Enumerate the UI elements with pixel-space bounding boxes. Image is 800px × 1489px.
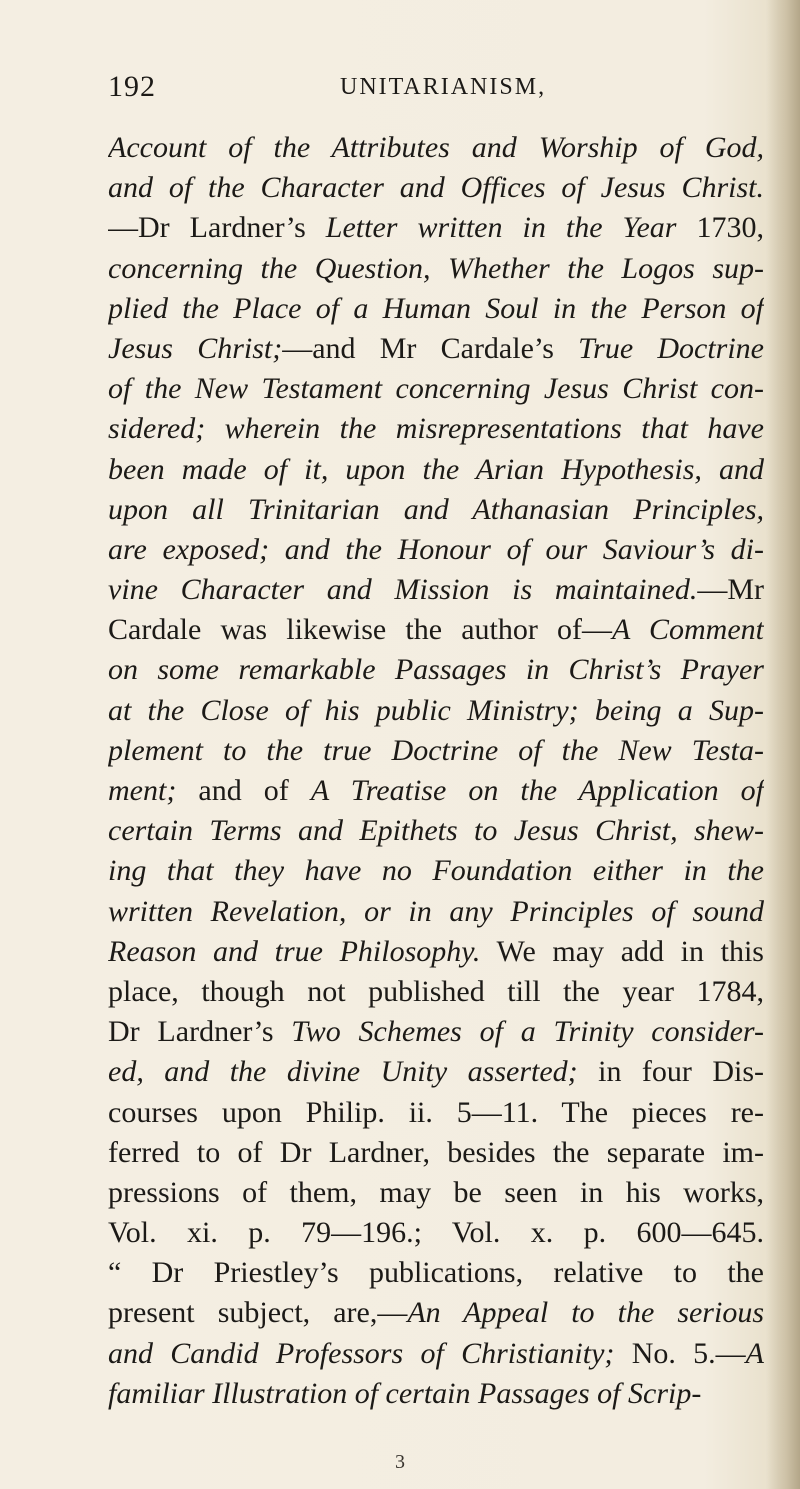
italic-text: are exposed; and the Honour of our Saviour’s di- [108, 532, 764, 566]
text-line [108, 1133, 764, 1173]
text-line [108, 691, 764, 731]
text-line [108, 409, 764, 449]
text-line [108, 851, 764, 891]
roman-text: —Mr [697, 573, 764, 607]
signature-mark: 3 [395, 1451, 405, 1473]
text-line [108, 249, 764, 289]
roman-text: We may add in this [480, 934, 764, 968]
italic-text: A Comment [612, 613, 764, 647]
italic-text: ment; [108, 774, 177, 807]
roman-text: pressions of them, may be seen in his works, [108, 1175, 764, 1209]
italic-text: written Revelation, or in any Principles of sound [108, 894, 764, 928]
roman-text: No. 5.— [614, 1336, 746, 1370]
italic-text: been made of it, upon the Arian Hypothesis, and [108, 452, 764, 486]
text-line [108, 208, 764, 248]
text-line [108, 1213, 764, 1253]
text-line [108, 1374, 764, 1414]
text-line [108, 731, 764, 771]
roman-text: present subject, are,— [108, 1296, 408, 1330]
roman-text: in four Dis- [577, 1055, 764, 1089]
text-line [108, 570, 764, 610]
text-line [108, 128, 764, 168]
italic-text: True Doctrine [578, 331, 764, 365]
page-header [108, 70, 730, 110]
text-line [108, 1052, 764, 1092]
text-line [108, 650, 764, 690]
italic-text: ing that they have no Foundation either in the [108, 854, 764, 888]
roman-text: ferred to of Dr Lardner, besides the separate im- [108, 1135, 764, 1169]
roman-text: Cardale was likewise the author of— [108, 613, 613, 647]
italic-text: certain Terms and Epithets to Jesus Christ, shew- [108, 814, 764, 848]
text-line [108, 610, 764, 650]
text-line [108, 369, 764, 409]
italic-text: An Appeal to the serious [407, 1296, 764, 1330]
roman-text: place, though not published till the year 1784, [108, 974, 764, 1008]
text-line [108, 892, 764, 932]
text-line [108, 972, 764, 1012]
italic-text: Account of the Attributes and Worship of God, [108, 131, 764, 164]
text-line [108, 1012, 764, 1052]
italic-text: ed, and the divine Unity asserted; [108, 1055, 578, 1089]
roman-text: —and Mr Cardale’s [282, 331, 579, 365]
text-line [108, 329, 764, 369]
text-line [108, 932, 764, 972]
italic-text: Letter written in the Year [325, 211, 677, 245]
text-line [108, 450, 764, 490]
text-line [108, 168, 764, 208]
italic-text: Jesus Christ; [108, 331, 283, 365]
text-line [108, 1093, 764, 1133]
body-text [108, 128, 764, 1414]
text-line [108, 530, 764, 570]
italic-text: plied the Place of a Human Soul in the Person of [108, 291, 764, 325]
text-line [108, 289, 764, 329]
roman-text: 1730, [676, 211, 764, 245]
italic-text: on some remarkable Passages in Christ’s Prayer [108, 653, 764, 687]
italic-text: of the New Testament concerning Jesus Christ con- [108, 372, 764, 406]
text-line [108, 490, 764, 530]
italic-text: concerning the Question, Whether the Logos sup- [108, 251, 764, 285]
italic-text: familiar Illustration of certain Passages of Scrip- [108, 1376, 702, 1410]
italic-text: upon all Trinitarian and Athanasian Principles, [108, 492, 764, 526]
italic-text: Two Schemes of a Trinity consider- [291, 1015, 764, 1049]
italic-text: and of the Character and Offices of Jesus Christ. [108, 171, 764, 205]
text-line [108, 771, 764, 811]
text-line [108, 1173, 764, 1213]
italic-text: Reason and true Philosophy. [108, 934, 481, 968]
page-edge-shadow [766, 0, 800, 1489]
roman-text: and of [176, 774, 311, 807]
page-number: 192 [108, 70, 156, 103]
italic-text: A Treatise on the Application of [310, 774, 764, 807]
text-line [108, 1334, 764, 1374]
italic-text: A [745, 1336, 764, 1370]
text-line [108, 1253, 764, 1293]
roman-text: Dr Lardner’s [108, 1015, 292, 1049]
italic-text: at the Close of his public Ministry; being a Sup- [108, 693, 764, 727]
roman-text: —Dr Lardner’s [108, 211, 326, 245]
roman-text: courses upon Philip. ii. 5—11. The pieces re- [108, 1095, 764, 1129]
text-line [108, 811, 764, 851]
running-head: UNITARIANISM, [340, 74, 547, 100]
italic-text: and Candid Professors of Christianity; [108, 1336, 615, 1370]
italic-text: sidered; wherein the misrepresentations that have [108, 412, 764, 446]
italic-text: plement to the true Doctrine of the New Testa- [108, 733, 764, 767]
roman-text: “ Dr Priestley’s publications, relative to the [108, 1256, 764, 1290]
text-line [108, 1293, 764, 1333]
italic-text: vine Character and Mission is maintained. [108, 573, 698, 607]
roman-text: Vol. xi. p. 79—196.; Vol. x. p. 600—645. [108, 1216, 764, 1250]
